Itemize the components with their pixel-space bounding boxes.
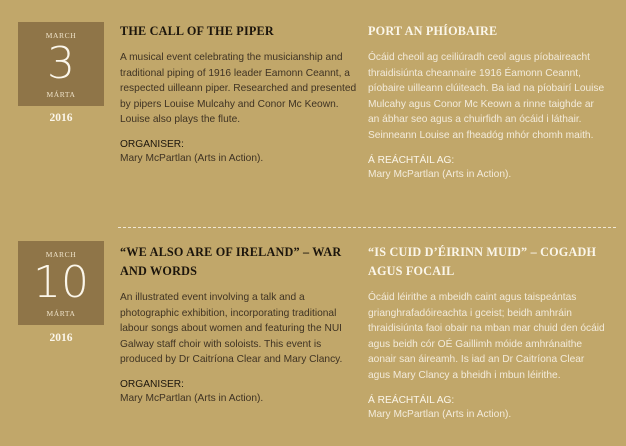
date-month-ga: MÁRTA	[46, 309, 76, 318]
event-item	[0, 228, 626, 446]
organiser-ga: Mary McPartlan (Arts in Action).	[368, 168, 512, 180]
organiser-label-en: ORGANISER:	[120, 378, 184, 390]
event-title-ga: PORT AN PHÍOBAIRE	[368, 24, 498, 38]
event-irish-column	[368, 22, 606, 182]
event-irish-column	[368, 243, 606, 422]
date-box	[18, 22, 104, 106]
event-english-column	[120, 243, 358, 406]
event-description-ga: Ócáid léirithe a mbeidh caint agus taispeántas grianghrafadóireachta i gceist; beidh amhráin thraidisiúnta faoi obair na mban mar chuid den ócáid agus beidh cór OÉ Gaillimh móide amhránaithe aonair san áireamh. Is iad an Dr Caitríona Clear agus Mary Clancy a bheidh i mbun léirithe.	[368, 292, 605, 381]
organiser-en: Mary McPartlan (Arts in Action).	[120, 152, 264, 164]
organiser-label-en: ORGANISER:	[120, 138, 184, 150]
organiser-ga: Mary McPartlan (Arts in Action).	[368, 408, 512, 420]
date-day: 10	[33, 257, 89, 308]
event-title-en: “WE ALSO ARE OF IRELAND” – WAR AND WORDS	[120, 245, 342, 278]
event-description-en: A musical event celebrating the musicianship and traditional piping of 1916 leader Eamonn Ceannt, a respected uilleann piper. Researched and presented by pipers Louise Mulcahy and Conor Mc Keown. Louise also plays the flute.	[120, 52, 357, 126]
event-description-en: An illustrated event involving a talk and a photographic exhibition, incorporating traditional labour songs about women and featuring the NUI Galway staff choir with soloists. This event is produced by Dr Caitríona Clear and Mary Clancy.	[120, 292, 343, 366]
date-month-en: MARCH	[45, 31, 77, 40]
event-title-en: THE CALL OF THE PIPER	[120, 24, 274, 38]
date-month-ga: MÁRTA	[46, 90, 76, 99]
event-title-ga: “IS CUID D’ÉIRINN MUID” – COGADH AGUS FOCAIL	[368, 245, 597, 278]
date-month-en: MARCH	[45, 250, 77, 259]
date-year: 2016	[49, 112, 73, 124]
event-english-column	[120, 22, 358, 166]
organiser-en: Mary McPartlan (Arts in Action).	[120, 392, 264, 404]
organiser-label-ga: Á REÁCHTÁIL AG:	[368, 394, 455, 406]
organiser-label-ga: Á REÁCHTÁIL AG:	[368, 154, 455, 166]
event-description-ga: Ócáid cheoil ag ceiliúradh ceol agus píobaireacht thraidisiúnta cheannaire 1916 Éamonn Ceannt, píobaire uilleann clúiteach. Ba iad na píobairí Louise Mulcahy agus Conor Mc Keown a rinne taighde ar an ábhar seo agus a chuirfidh an ócáid i láthair. Seinneann Louise an fheadóg mhór chomh maith.	[368, 52, 605, 141]
date-box	[18, 241, 104, 325]
date-year: 2016	[49, 332, 73, 344]
date-day: 3	[47, 38, 75, 89]
